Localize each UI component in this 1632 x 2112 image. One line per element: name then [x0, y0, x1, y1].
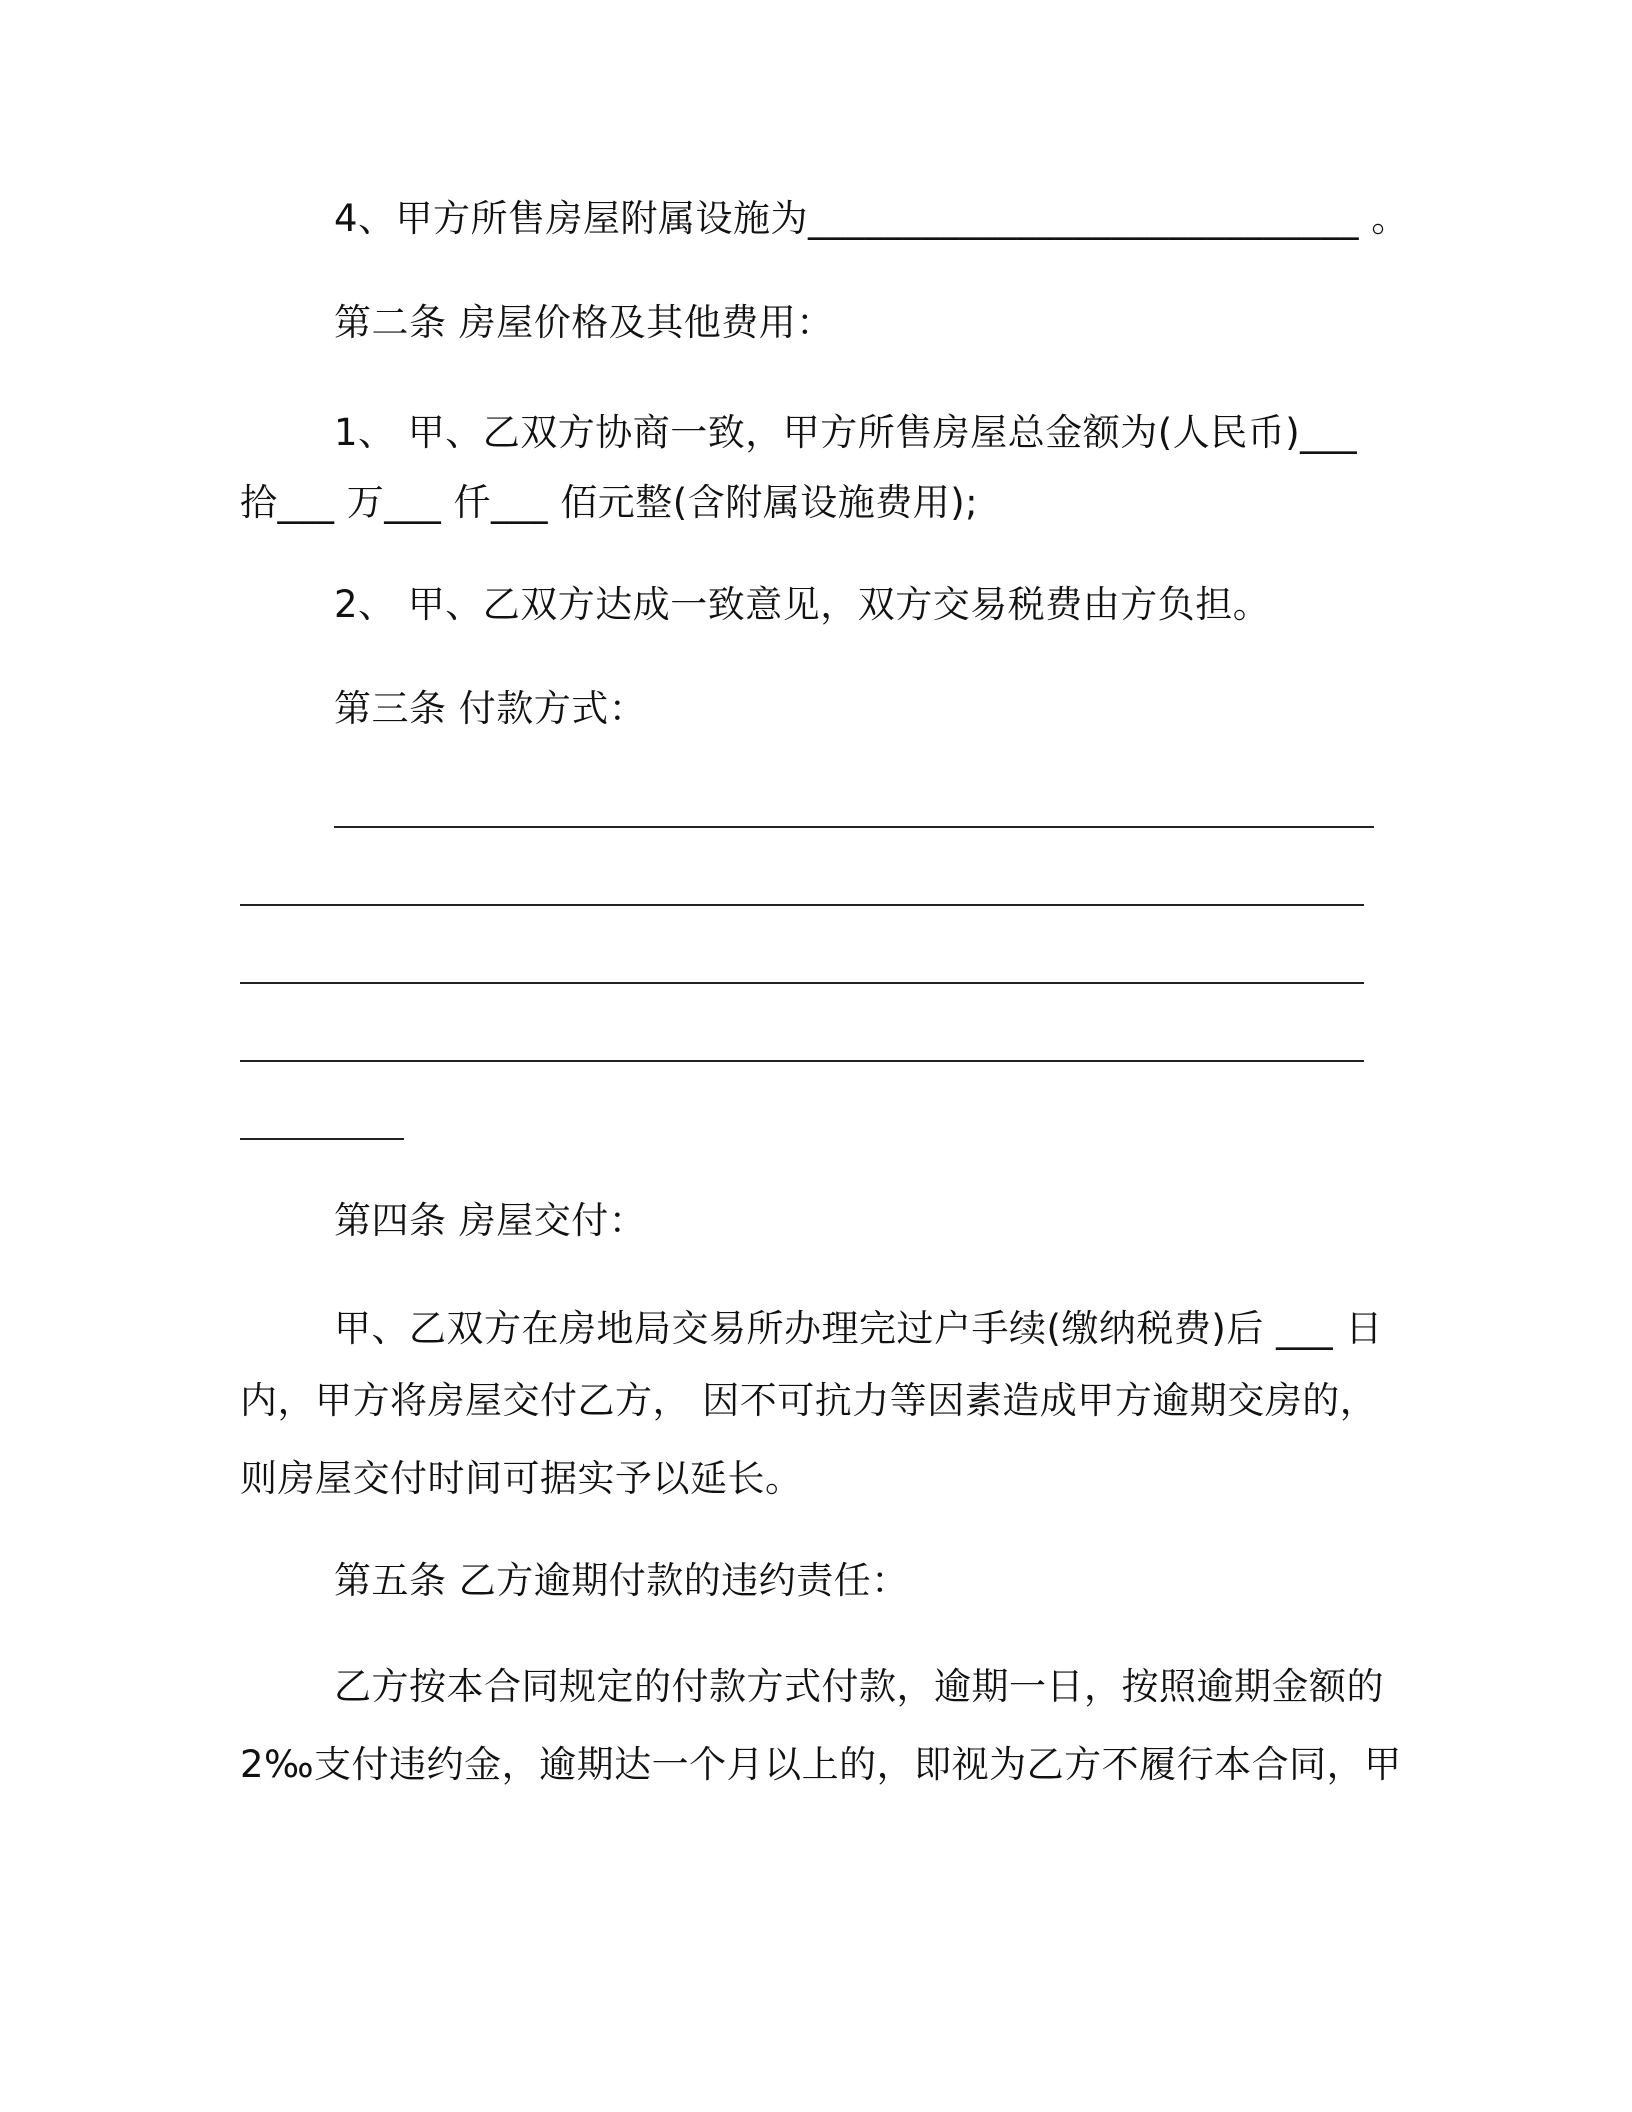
article-3-heading: 第三条 付款方式： — [334, 687, 647, 730]
article-4-text-line-2: 内，甲方将房屋交付乙方， 因不可抗力等因素造成甲方逾期交房的， — [240, 1379, 1378, 1422]
payment-blank-line-4 — [240, 1060, 1364, 1062]
article-4-heading: 第四条 房屋交付： — [334, 1199, 647, 1242]
article-2-item-2: 2、 甲、乙双方达成一致意见，双方交易税费由方负担。 — [334, 583, 1271, 626]
article-4-text-line-3: 则房屋交付时间可据实予以延长。 — [240, 1457, 803, 1500]
article-2-item-1-line-1: 1、 甲、乙双方协商一致，甲方所售房屋总金额为(人民币)___ — [334, 411, 1358, 454]
article-5-text-line-2: 2‰支付违约金，逾期达一个月以上的，即视为乙方不履行本合同，甲 — [240, 1743, 1402, 1786]
payment-blank-line-3 — [240, 982, 1364, 984]
payment-blank-line-2 — [240, 904, 1364, 906]
article-5-heading: 第五条 乙方逾期付款的违约责任： — [334, 1559, 909, 1602]
article-2-item-1-line-2: 拾___ 万___ 仟___ 佰元整(含附属设施费用); — [240, 481, 979, 524]
article-4-text-line-1: 甲、乙双方在房地局交易所办理完过户手续(缴纳税费)后 ___ 日 — [334, 1307, 1383, 1350]
article-5-text-line-1: 乙方按本合同规定的付款方式付款，逾期一日，按照逾期金额的 — [334, 1665, 1384, 1708]
clause-item-4: 4、甲方所售房屋附属设施为_____________________________ 。 — [334, 197, 1409, 240]
article-2-heading: 第二条 房屋价格及其他费用： — [334, 301, 834, 344]
payment-blank-line-1 — [334, 826, 1374, 828]
payment-blank-line-5 — [240, 1138, 404, 1140]
